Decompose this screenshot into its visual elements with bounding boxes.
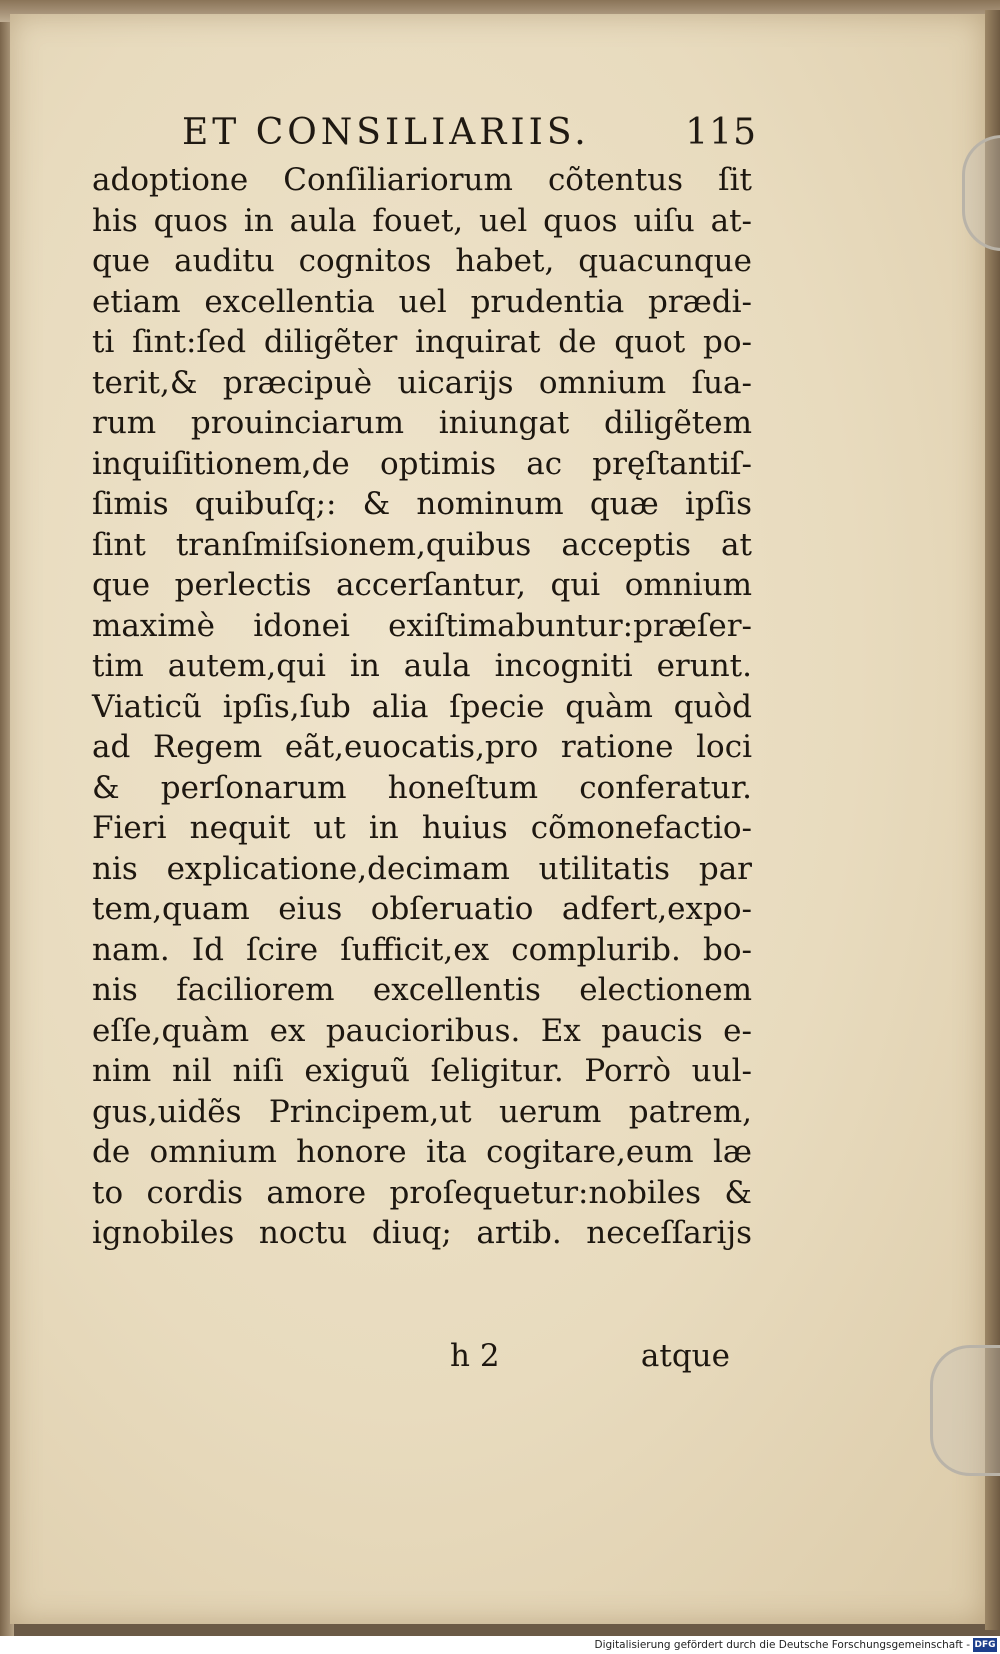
- text-block: [92, 160, 752, 1254]
- text-line: que auditu cognitos habet, quacunque: [92, 243, 752, 279]
- text-line: ad Regem eãt,euocatis,pro ratione loci: [92, 729, 752, 765]
- text-line: de omnium honore ita cogitare,eum læ: [92, 1134, 752, 1170]
- text-line: Fieri nequit ut in huius cõmonefactio-: [92, 810, 752, 846]
- text-line: tem,quam eius obſeruatio adfert,expo-: [92, 891, 752, 927]
- dfg-logo-icon: DFG: [974, 1640, 996, 1650]
- page-footer: [92, 1338, 752, 1384]
- page-number: 115: [685, 112, 757, 153]
- text-line: Viaticũ ipſis,ſub alia ſpecie quàm quòd: [92, 688, 752, 725]
- text-line: & perſonarum honeſtum conferatur.: [92, 769, 752, 806]
- text-line: nim nil niſi exiguũ ſeligitur. Porrò uul-: [92, 1053, 752, 1089]
- text-line: gus,uidẽs Principem,ut uerum patrem,: [92, 1093, 752, 1130]
- text-line: rum prouinciarum iniungat diligẽtem: [92, 405, 752, 441]
- text-line: adoptione Conſiliariorum cõtentus ſit: [92, 162, 752, 198]
- text-line: terit,& præcipuè uicarijs omnium ſua-: [92, 364, 752, 401]
- text-line: que perlectis accerſantur, qui omnium: [92, 567, 752, 603]
- digitization-credit: Digitalisierung gefördert durch die Deutsche Forschungsgemeinschaft -: [594, 1639, 970, 1651]
- text-line: ignobiles noctu diuq; artib. neceſſarijs: [92, 1215, 752, 1251]
- text-line: his quos in aula fouet, uel quos uiſu at-: [92, 202, 752, 239]
- text-line: nis explicatione,decimam utilitatis par: [92, 850, 752, 887]
- signature-mark: h 2: [450, 1338, 500, 1374]
- text-line: maximè idonei exiſtimabuntur:præſer-: [92, 607, 752, 644]
- text-line: etiam excellentia uel prudentia prædi-: [92, 283, 752, 320]
- text-line: to cordis amore proſequetur:nobiles &: [92, 1174, 752, 1211]
- running-title: ET CONSILIARIIS.: [182, 112, 590, 153]
- text-line: ſint tranſmiſsionem,quibus acceptis at: [92, 526, 752, 563]
- catchword: atque: [640, 1338, 730, 1374]
- text-line: nis faciliorem excellentis electionem: [92, 972, 752, 1008]
- text-line: ti ſint:ſed diligẽter inquirat de quot po-: [92, 324, 752, 360]
- text-line: inquiſitionem,de optimis ac pręſtantiſ-: [92, 445, 752, 482]
- text-line: ſimis quibuſq;: & nominum quæ ipſis: [92, 486, 752, 522]
- text-line: eſſe,quàm ex paucioribus. Ex paucis e-: [92, 1012, 752, 1049]
- text-line: tim autem,qui in aula incogniti erunt.: [92, 648, 752, 684]
- text-line: nam. Id ſcire ſufficit,ex complurib. bo-: [92, 931, 752, 968]
- page-header: [182, 112, 757, 156]
- page-clip-icon: [930, 1345, 1000, 1476]
